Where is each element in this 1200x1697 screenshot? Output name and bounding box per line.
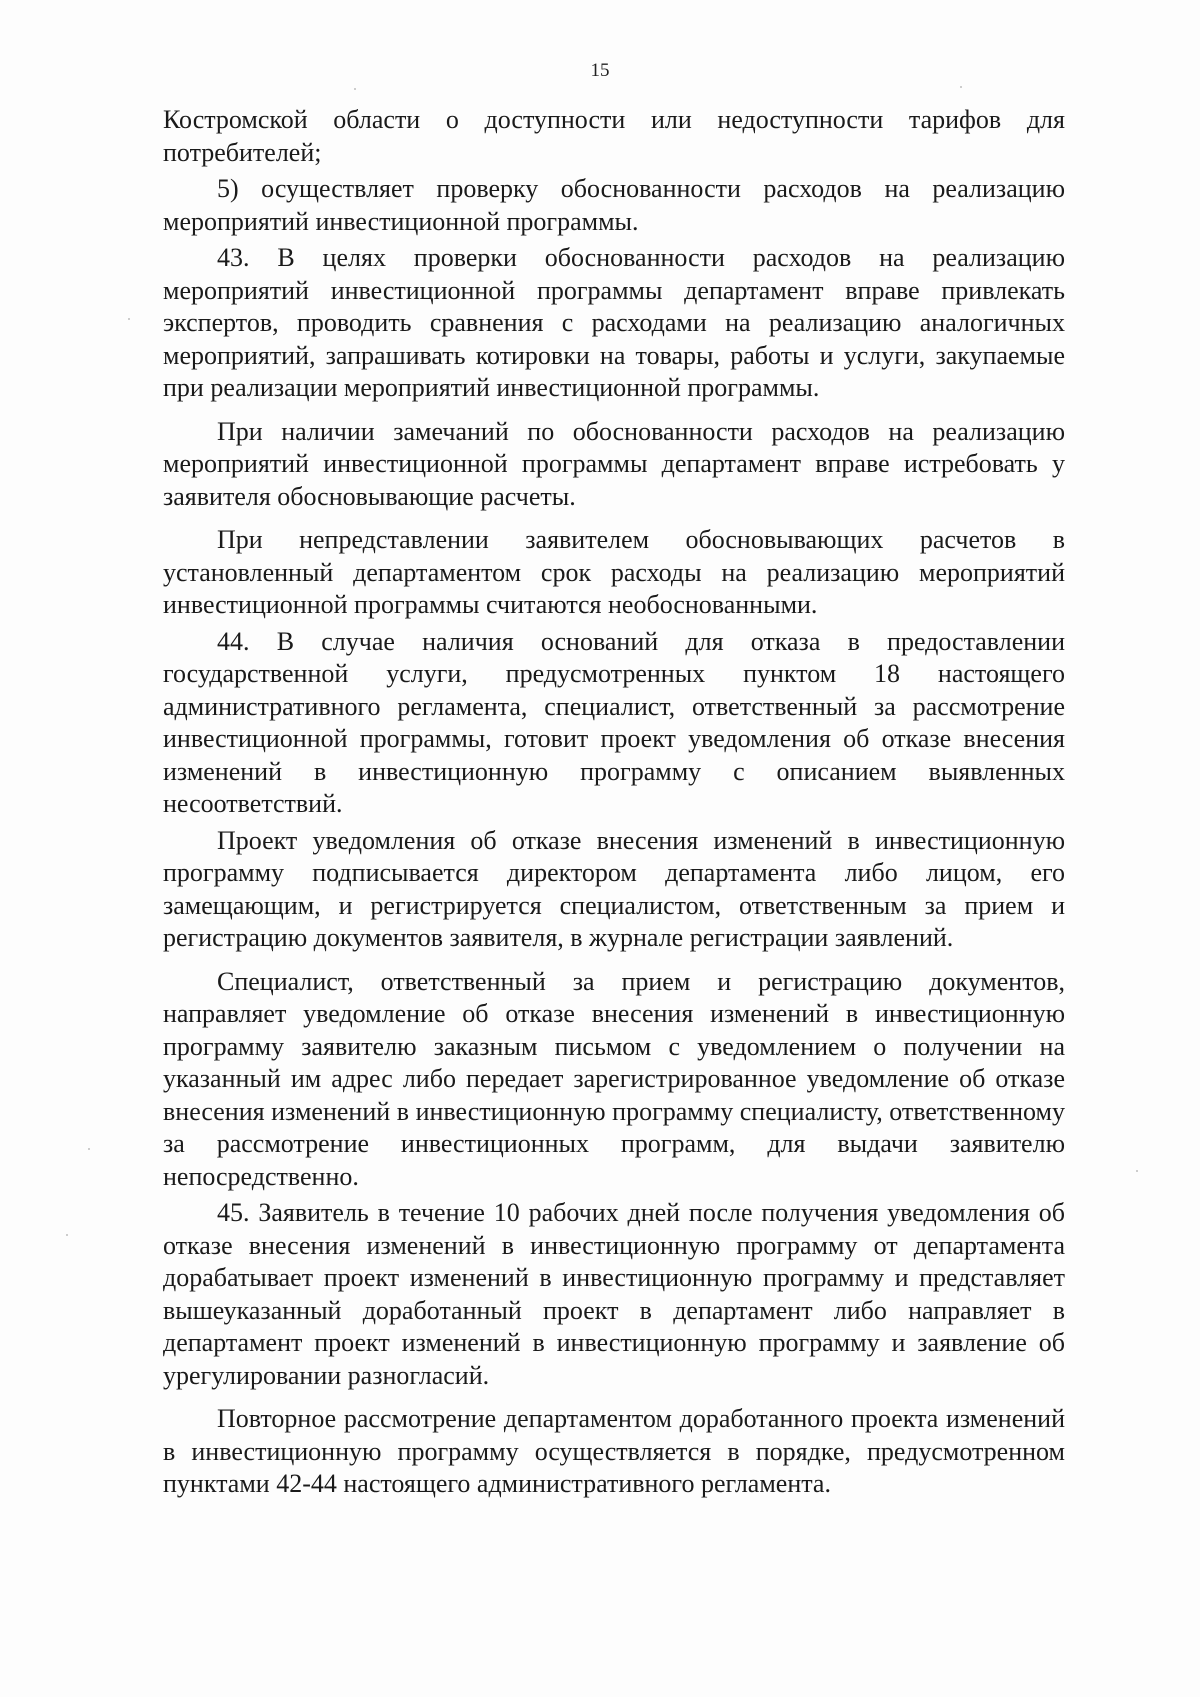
paragraph-item-5: 5) осуществляет проверку обоснованности расходов на реализацию мероприятий инвестиционной программы. bbox=[163, 174, 1065, 236]
paragraph-continuation: Костромской области о доступности или недоступности тарифов для потребителей; bbox=[163, 105, 1065, 167]
document-body bbox=[163, 104, 1065, 1501]
paragraph-non-submission: При непредставлении заявителем обосновывающих расчетов в установленный департаментом срок расходы на реализацию мероприятий инвестиционной программы считаются необоснованными. bbox=[163, 525, 1065, 619]
scan-speck bbox=[960, 86, 962, 88]
paragraph-remarks: При наличии замечаний по обоснованности расходов на реализацию мероприятий инвестиционной программы департамент вправе истребовать у заявителя обосновывающие расчеты. bbox=[163, 416, 1065, 511]
page-number: 15 bbox=[590, 60, 610, 81]
paragraph-43: 43. В целях проверки обоснованности расходов на реализацию мероприятий инвестиционной программы департамент вправе привлекать экспертов, проводить сравнения с расходами на реализацию аналогичных мероприятий, запрашивать котировки на товары, работы и услуги, закупаемые при реализации мероприятий инвестиционной программы. bbox=[163, 243, 1065, 402]
paragraph-notice-draft: Проект уведомления об отказе внесения изменений в инвестиционную программу подписывается директором департамента либо лицом, его замещающим, и регистрируется специалистом, ответственным за прием и регистрацию документов заявителя, в журнале регистрации заявлений. bbox=[163, 825, 1065, 952]
scan-speck bbox=[128, 318, 130, 320]
paragraph-45: 45. Заявитель в течение 10 рабочих дней после получения уведомления об отказе внесения изменений в инвестиционную программу от департамента дорабатывает проект изменений в инвестиционную программу и представляет вышеуказанный доработанный проект в департамент либо направляет в департамент проект изменений в инвестиционную программу и заявление об урегулировании разногласий. bbox=[163, 1198, 1065, 1390]
scan-speck bbox=[88, 1148, 90, 1150]
paragraph-repeat-review: Повторное рассмотрение департаментом доработанного проекта изменений в инвестиционную программу осуществляется в порядке, предусмотренном пунктами 42-44 настоящего административного регламента. bbox=[163, 1404, 1065, 1498]
paragraph-44: 44. В случае наличия оснований для отказа в предоставлении государственной услуги, предусмотренных пунктом 18 настоящего административного регламента, специалист, ответственный за рассмотрение инвестиционной программы, готовит проект уведомления об отказе внесения изменений в инвестиционную программу с описанием выявленных несоответствий. bbox=[163, 626, 1065, 818]
scan-speck bbox=[1136, 1170, 1138, 1172]
scan-speck bbox=[354, 88, 356, 90]
scan-speck bbox=[66, 1234, 68, 1236]
paragraph-specialist: Специалист, ответственный за прием и регистрацию документов, направляет уведомление об отказе внесения изменений в инвестиционную программу заявителю заказным письмом с уведомлением о получении на указанный им адрес либо передает зарегистрированное уведомление об отказе внесения изменений в инвестиционную программу специалисту, ответственному за рассмотрение инвестиционных программ, для выдачи заявителю непосредственно. bbox=[163, 966, 1065, 1191]
